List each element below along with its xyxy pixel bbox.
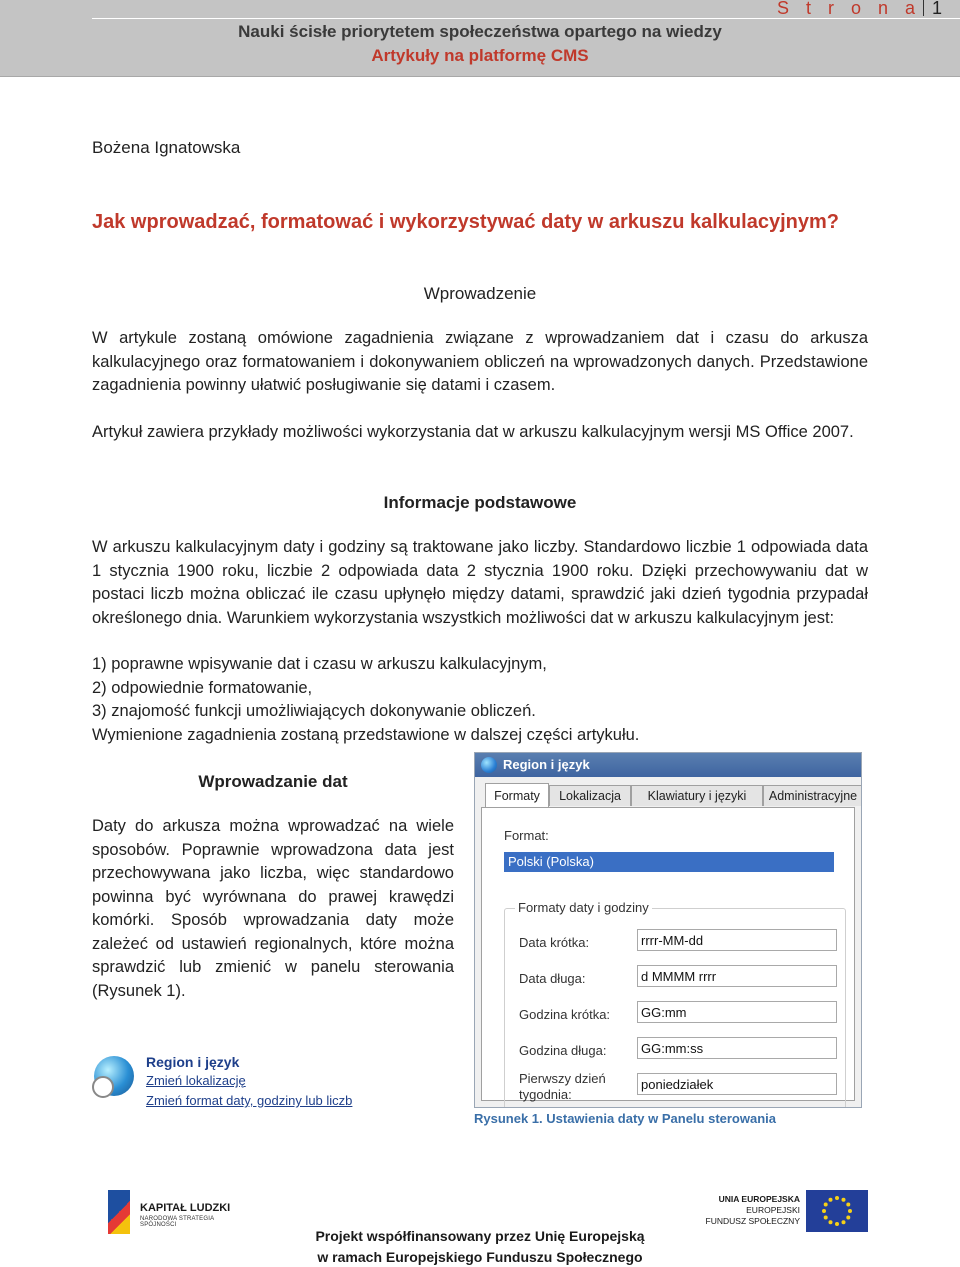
kapital-ludzki-logo [108,1190,248,1234]
tab-formats: Formaty [485,783,549,808]
header-subtitle: Artykuły na platformę CMS [371,46,589,65]
page-number [777,0,942,19]
short-date-label: Data krótka: [519,935,590,950]
eu-flag-icon [806,1190,868,1232]
short-date-field: rrrr-MM-dd [637,929,837,951]
author-name: Bożena Ignatowska [92,138,241,157]
region-language-dialog-screenshot [474,752,862,1108]
long-date-label: Data długa: [519,971,586,986]
eu-line-1: UNIA EUROPEJSKA [718,1194,800,1204]
footer-line-1: Projekt współfinansowany przez Unię Europejską [315,1228,645,1244]
dialog-title: Region i język [503,757,590,772]
closing-sentence: Wymienione zagadnienia zostaną przedstawione w dalszej części artykułu. [92,725,640,744]
page-label: S t r o n a [776,0,921,18]
page-number-value: 1 [931,0,942,18]
article-title: Jak wprowadzać, formatować i wykorzystywać daty w arkuszu kalkulacyjnym? [92,211,839,233]
long-time-field: GG:mm:ss [637,1037,837,1059]
format-select: Polski (Polska) [504,852,834,872]
globe-icon [481,757,497,773]
footer-line-2: w ramach Europejskiego Funduszu Społecznego [317,1249,643,1265]
heading-introduction: Wprowadzenie [423,284,537,303]
tab-location: Lokalizacja [549,785,631,806]
kapital-ludzki-subtitle: NARODOWA STRATEGIA SPÓJNOŚCI [140,1216,214,1228]
control-panel-title: Region i język [146,1054,240,1070]
basics-paragraph: W arkuszu kalkulacyjnym daty i godziny są traktowane jako liczby. Standardowo liczbie 1 odpowiada data 1 stycznia 1900 roku, liczbie 2 odpowiada data 2 stycznia 1900 roku. Dzięki przechowywaniu dat w postaci liczb można obliczać ile czasu upłynęło między datami, sprawdzić jaki dzień tygodnia przypadał określonego dnia. Warunkiem wykorzystania wszystkich możliwości dat w arkuszu kalkulacyjnym jest: [92,538,868,627]
kapital-ludzki-name: KAPITAŁ LUDZKI [140,1202,231,1214]
list-item: 2) odpowiednie formatowanie, [92,678,313,697]
eu-fund-text [700,1194,800,1227]
date-time-formats-group [504,900,846,1108]
first-day-label: Pierwszy dzień tygodnia: [519,1071,606,1102]
first-day-field: poniedziałek [637,1073,837,1095]
page-separator [923,0,924,16]
tab-keyboards: Klawiatury i języki [631,785,763,806]
list-item: 1) poprawne wpisywanie dat i czasu w arkuszu kalkulacyjnym, [92,655,547,673]
eu-line-3: FUNDUSZ SPOŁECZNY [705,1216,800,1226]
figure-caption: Rysunek 1. Ustawienia daty w Panelu sterowania [474,1111,776,1126]
long-time-label: Godzina długa: [519,1043,607,1058]
intro-paragraph-2: Artykuł zawiera przykłady możliwości wykorzystania dat w arkuszu kalkulacyjnym wersji MS Office 2007. [92,423,854,441]
page-header [0,0,960,77]
group-title: Formaty daty i godziny [515,900,652,915]
short-time-label: Godzina krótka: [519,1007,611,1022]
intro-paragraph-1: W artykule zostaną omówione zagadnienia związane z wprowadzaniem dat i czasu do arkusza kalkulacyjnego oraz formatowaniem i dokonywaniem obliczeń na wprowadzonych danych. Przedstawione zagadnienia powinny ułatwić posługiwanie się datami i czasem. [92,329,868,394]
change-location-link: Zmień lokalizację [146,1073,246,1088]
dialog-title-bar [475,753,861,777]
tab-administrative: Administracyjne [763,785,862,806]
formats-panel [481,807,855,1101]
eu-line-2: EUROPEJSKI [746,1205,800,1215]
long-date-field: d MMMM rrrr [637,965,837,987]
format-label: Format: [504,828,549,843]
change-format-link: Zmień format daty, godziny lub liczb [146,1093,353,1108]
heading-basics: Informacje podstawowe [383,493,577,512]
entering-paragraph: Daty do arkusza można wprowadzać na wiele sposobów. Poprawnie wprowadzona data jest przechowywana jako liczba, więc standardowo powinna być wyrównana do prawej krawędzi komórki. Sposób wprowadzania daty może zależeć od ustawień regionalnych, które można sprawdzić lub zmienić w panelu sterowania (Rysunek 1). [92,817,454,1000]
header-title: Nauki ścisłe priorytetem społeczeństwa opartego na wiedzy [238,22,722,41]
control-panel-snippet [92,1048,382,1114]
short-time-field: GG:mm [637,1001,837,1023]
requirements-list [92,653,868,747]
list-item: 3) znajomość funkcji umożliwiających dokonywanie obliczeń. [92,702,536,720]
clock-icon [92,1076,114,1098]
kapital-ludzki-mark [108,1190,130,1234]
heading-entering-dates: Wprowadzanie dat [198,772,348,791]
